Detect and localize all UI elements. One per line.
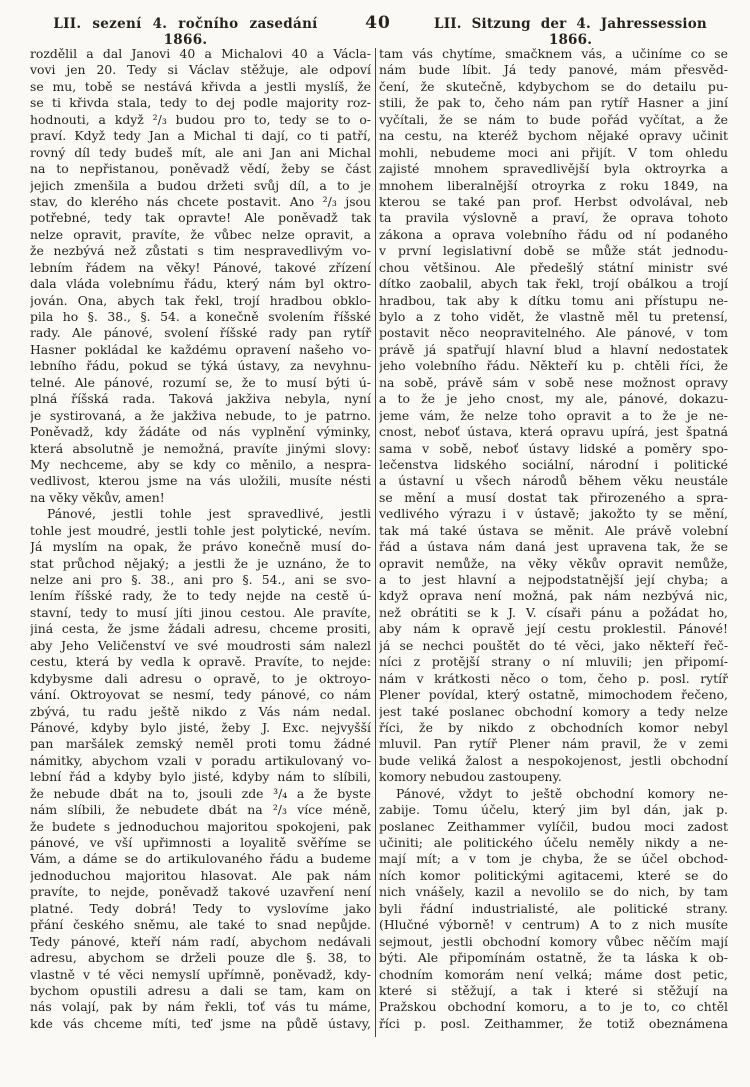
text-line: jeho volebního řádu. Někteří ku p. chtěli říci, že (379, 358, 728, 374)
text-line: zbývá, tu radu ještě nikdo z Vás nám nedal. (30, 703, 371, 719)
text-line: lením říšské rady, že to tedy nejde na cestě ú- (30, 588, 371, 604)
text-line: jednoduchou majoritou hlasovat. Ale pak nám (30, 867, 371, 883)
text-line: lební řád a kdyby bylo jisté, kdyby nám to slíbili, (30, 769, 371, 785)
text-line: cnost, neboť ústava, která opravu upírá, jest špatná (379, 424, 728, 440)
text-line: říci, že by nikdo z obchodních komor nebyl (379, 719, 728, 735)
text-line: nám bude líbit. Já tedy panové, mám přesvěd- (379, 62, 728, 78)
text-line: učiniti; ale politického účelu neměly nikdy a ne- (379, 835, 728, 850)
text-line: na cestu, na kteréž bychom nějaké opravy učinit (379, 128, 728, 144)
text-line: cestu, která by vedla k opravě. Pravíte, to nejde: (30, 654, 371, 670)
text-line: praví. Když tedy Jan a Michal ti dají, co ti patří, (30, 128, 371, 144)
text-line: jejich zmenšila a budou držeti svůj díl, a to je (30, 177, 371, 193)
text-line: pila ho §. 38., §. 54. a konečně svolením říšské (30, 309, 371, 324)
text-line: Plener povídal, který ostatně, mimochodem řečeno, (379, 687, 728, 703)
running-title-german: LII. Sitzung der 4. Jahressession 1866. (434, 16, 707, 48)
text-line: jest také poslanec obchodní komory a tedy nelze (379, 703, 728, 719)
text-line: zabije. Tomu účelu, který jim byl dán, jak p. (379, 802, 728, 818)
text-line: sejmout, jestli obchodní komory vůbec něčím mají (379, 933, 728, 949)
text-line: je systirovaná, a že jakživa nebude, to je patrno. (30, 407, 371, 423)
text-line: stavní, tedy to musí jíti jinou cestou. Ale pravíte, (30, 604, 371, 620)
text-line: se mu, tobě se nestává křivda a jestli myslíš, že (30, 78, 371, 94)
text-line: mohli, nebudeme moci ani přijít. V tom ohledu (379, 144, 728, 160)
text-line: Pánové, jestli tohle jest spravedlivé, jestli (47, 506, 371, 522)
text-line: mluvil. Pan rytíř Plener nám pravil, že v zemi (379, 736, 728, 752)
text-line: plná říšská rada. Taková jakživa nebyla, nyní (30, 391, 371, 407)
text-line: dítko zaobalil, abych tak řekl, trojí obálkou a trojí (379, 276, 728, 292)
text-line: kterou se také pan prof. Herbst odvolával, neb (379, 193, 728, 209)
text-line: čení, že skutečně, kdybychom se do detailu pu- (379, 78, 728, 94)
text-line: Poněvadž, kdy žádáte od nás vyplnění výminky, (30, 424, 371, 440)
text-line: telné. Ale pánové, rozumí se, že to musí býti ú- (30, 374, 371, 390)
text-line: právě já spatřují hlavní blud a hlavní nedostatek (379, 341, 728, 357)
text-line: tak má také ústava se měnit. Ale právě volební (379, 522, 728, 538)
text-line: námitky, abychom vzali v poradu artikulovaný vo- (30, 752, 371, 768)
text-line: pravíte, to nejde, poněvadž takové uzavření není (30, 884, 371, 900)
text-line: že budete s jednoduchou majoritou spokojeni, pak (30, 818, 371, 834)
text-line: jován. Ona, abych tak řekl, trojí hradbou obklo- (30, 292, 371, 308)
text-line: že nebude dbát na to, jsouli zde ³/₄ a že byste (30, 785, 371, 801)
running-title-czech: LII. sezení 4. ročního zasedání 1866. (53, 16, 318, 48)
text-line: já se nechci pouštět do té věci, jako někteří řeč- (379, 637, 728, 653)
text-line: ních komor politickými agitacemi, které se do (379, 867, 728, 883)
text-line: která absolutně je nemožná, pravíte jinými slovy: (30, 440, 371, 456)
text-line: které si stěžují, a tak i které si stěžují na (379, 982, 728, 998)
text-line: kde vás chceme míti, teď jsme na půdě ústavy, (30, 1015, 371, 1031)
text-line: vyčítali, že se nám to bude pořád vyčítat, a že (379, 111, 728, 127)
text-line: aby Jeho Veličenství ve své moudrosti sám nalezl (30, 637, 371, 653)
text-line: Pánové, vždyt to ještě obchodní komory ne- (396, 785, 728, 801)
page-body (30, 46, 728, 1037)
text-line: říci p. posl. Zeithammer, že totiž obeznámena (379, 1015, 728, 1031)
text-line: vedlivost, kterou jsme na vás uložili, musíte nésti (30, 473, 371, 489)
text-line: Pánové, kdyby bylo jisté, žeby J. Exc. nejvyšší (30, 719, 371, 735)
left-text-column (30, 46, 371, 1037)
text-line: platné. Tedy dobrá! Tedy to vyslovíme jako (30, 900, 371, 916)
running-header (28, 13, 728, 48)
text-line: bude veliká žalost a nespokojenost, jestli obchodní (379, 752, 728, 768)
text-line: Já myslím na opak, že právo konečně musí do- (30, 539, 371, 555)
text-line: kdybysme dali adresu o opravě, to je oktroyo- (30, 670, 371, 686)
text-line: a ústavní u všech národů během věku neustále (379, 473, 728, 489)
text-line: poslanec Zeithammer vylíčil, budou moci zadost (379, 818, 728, 834)
text-line: pan maršálek zemský neměl proti tomu žádné (30, 736, 371, 752)
text-line: se ti křivda stala, tedy to dej podle majority roz- (30, 95, 371, 111)
text-line: aby nám k opravě její cestu proklestil. Pánové! (379, 621, 728, 637)
text-line: bychom opustili adresu a dali se tam, kam on (30, 982, 371, 998)
text-line: dala vláda volebnímu řádu, který nám byl oktro- (30, 276, 371, 292)
text-line: v první legislativní době se může stát jednodu- (379, 243, 728, 259)
text-line: mají mít; a v tom je chyba, že se účel obchod- (379, 851, 728, 867)
text-line: lečenstva lidského sociální, národní i politické (379, 456, 728, 472)
text-line: níci z protější strany o ní mluvili; jen připomí- (379, 654, 728, 670)
text-line: stav, do klerého nás chcete postavit. Ano ²/₃ jsou (30, 193, 371, 209)
text-line: postavit něco neopravitelného. Ale pánové, v tom (379, 325, 728, 341)
text-line: přání českého sněmu, ale také to snad nepůjde. (30, 917, 371, 933)
text-line: řád a ústava nám daná jest upravena tak, že se (379, 539, 728, 555)
text-line: byli řádní industrialisté, ale politické strany. (379, 900, 728, 916)
text-line: chodním komorám není velká; máme dost petic, (379, 966, 728, 982)
text-line: komory nebudou zastoupeny. (379, 769, 562, 785)
text-line: nelze opravit, pravíte, že vůbec nelze opravit, a (30, 226, 371, 242)
text-line: že nezbývá než zůstati s tim nespravedlivým vo- (30, 243, 371, 259)
text-line: Pražskou obchodní komoru, a to je to, co chtěl (379, 999, 728, 1015)
text-line: (Hlučné výborně! v centrum) A to z nich musíte (379, 917, 728, 933)
text-line: potřebné, tedy tak opravte! Ale poněvadž tak (30, 210, 371, 226)
text-line: jeme vám, že nelze toho opravit a to že je ne- (379, 407, 728, 423)
text-line: když oprava není možná, pak nám nezbývá nic, (379, 588, 728, 604)
text-line: rovný díl tedy budeš mít, ale ani Jan ani Michal (30, 144, 371, 160)
text-line: chou většinou. Ale předešlý státní ministr své (379, 259, 728, 275)
text-line: a to že je jeho cnost, my ale, pánové, dokazu- (379, 391, 728, 407)
text-line: na sobě, právě sám v sobě nese možnost opravy (379, 374, 728, 390)
text-line: jiná cesta, že jsme žádali adresu, chceme prositi, (30, 621, 371, 637)
text-line: adresu, abychom se drželi pouze dle §. 38, to (30, 950, 371, 966)
text-line: lebního řádu, pokud se týká ústavy, za nevyhnu- (30, 358, 371, 374)
text-line: na věky věkův, amen! (30, 489, 165, 505)
text-line: rady. Ale pánové, svolení říšské rady pan rytíř (30, 325, 371, 341)
text-line: hodnouti, a když ²/₃ budou pro to, tedy se to o- (30, 111, 371, 127)
text-line: býti. Ale připomínám ostatně, že ta láska k ob- (379, 950, 728, 966)
text-line: se mění a musí dostat tak přirozeného a spra- (379, 489, 728, 505)
text-line: My nechceme, aby se kdy co měnilo, a nespra- (30, 456, 371, 472)
text-line: na to nepřistanou, poněvadž vědí, žeby se část (30, 161, 371, 177)
text-line: vání. Oktroyovat se nesmí, tedy pánové, co nám (30, 687, 371, 703)
text-line: tohle jest moudré, jestli tohle jest polytické, nevím. (30, 522, 371, 538)
text-line: než obrátiti se k J. V. císaři pánu a požádat ho, (379, 604, 728, 620)
text-line: mnohem liberalnější otroyrka z roku 1849, na (379, 177, 728, 193)
text-line: a to jest hlavní a nejpodstatnější její chyba; a (379, 572, 728, 587)
text-line: nelze ani pro §. 38., ani pro §. 54., ani se svo- (30, 572, 371, 587)
text-line: rozdělil a dal Janovi 40 a Michalovi 40 a Václa- (30, 46, 371, 61)
text-line: hradbou, tak aby k dítku tomu ani přístupu ne- (379, 292, 728, 308)
text-line: pánové, ve vší upřimnosti a loyalitě svěříme se (30, 835, 371, 850)
text-line: Hasner pokládal ke každému opravení našeho vo- (30, 341, 371, 357)
text-line: ta pravila výslovně a praví, že oprava tohoto (379, 210, 728, 226)
text-line: stili, že pak to, čeho nám pan rytíř Hasner a jiní (379, 95, 728, 111)
text-line: bylo a z toho vidět, že vlastně měl tu pretensí, (379, 309, 728, 324)
text-line: vovi jen 20. Tedy si Václav stěžuje, ale odpoví (30, 62, 371, 78)
text-line: stat průchod nějaký; a jestli že je uznáno, že to (30, 555, 371, 571)
page-number: 40 (365, 13, 391, 33)
text-line: nich vnášely, kazil a nevolilo se do nich, by tam (379, 884, 728, 900)
column-divider-rule (375, 48, 376, 1037)
right-text-column (379, 46, 728, 1037)
text-line: zákona a oprava volebního řádu od ní podaného (379, 226, 728, 242)
text-line: Vám, a dáme se do artikulovaného řádu a budeme (30, 851, 371, 867)
text-line: Tedy pánové, kteří nám radí, abychom nedávali (30, 933, 371, 949)
text-line: zajisté mnohem spravedlivější byla oktroyrka a (379, 161, 728, 177)
text-line: nám slíbili, že nebudete dbát na ²/₃ více méně, (30, 802, 371, 818)
text-line: nás volají, pak by nám řekli, toť vás tu máme, (30, 999, 371, 1015)
text-line: sama v sobě, neboť ústavy lidské a poměry spo- (379, 440, 728, 456)
text-line: opravit nemůže, na věky věkův opravit nemůže, (379, 555, 728, 571)
text-line: tam vás chytíme, smačknem vás, a učiníme co se (379, 46, 728, 61)
text-line: lebním řádem na věky! Pánové, takové zřízení (30, 259, 371, 275)
text-line: vlastně v té věci nemyslí upřímně, poněvadž, kdy- (30, 966, 371, 982)
text-line: vedlivého výrazu i v ústavě; jakožto ty se mění, (379, 506, 728, 522)
text-line: nám v krátkosti něco o tom, čeho p. posl. rytíř (379, 670, 728, 686)
